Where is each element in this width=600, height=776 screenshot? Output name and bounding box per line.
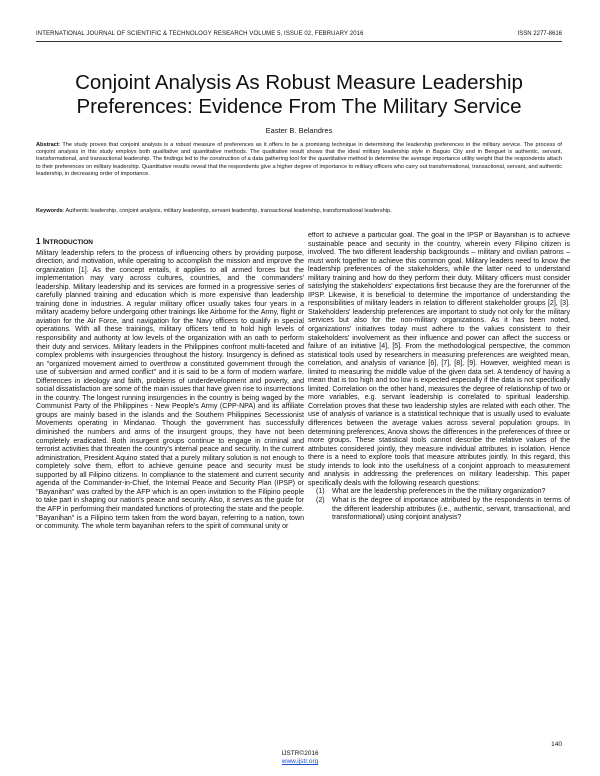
question-text: What is the degree of importance attributed by the respondents in terms of the different leadership attributes (i.e., authentic, servant, transactional, and transformational) using conjoint analysis? xyxy=(332,496,570,522)
page-footer xyxy=(0,750,600,766)
column-left xyxy=(36,238,304,532)
issn-label: ISSN 2277-8616 xyxy=(517,31,562,37)
section-heading-initial: I xyxy=(42,238,45,246)
abstract-text: : The study proves that conjoint analysis is a robust measure of preferences as it offers to be a promising technique in determining the leadership preferences in the military service. The process of conjoint analysis in this study employs both qualitative and quantitative methods. The qualitative result shows that the ideal military leadership style in Baguio City and in Benguet is authentic, servant, transformational, and transactional leadership. The findings led to the construction of a data gathering tool for the quantitative method to determine the average importance utility weight that the respondents attach to their preferences on military leadership. Quantitative results reveal that the respondents give a higher degree of importance to military officers who carry out transformational, transactional, servant, and authentic leadership, in decreasing order of importance. xyxy=(36,142,562,177)
section-number: 1 xyxy=(36,238,41,246)
keywords xyxy=(36,208,562,215)
footer-org: IJSTR©2016 xyxy=(281,750,319,757)
research-question xyxy=(308,497,570,523)
research-questions xyxy=(308,488,570,522)
section-heading xyxy=(36,238,304,248)
author-name: Easter B. Belandres xyxy=(265,126,333,135)
page-number: 140 xyxy=(551,741,562,748)
footer-link[interactable]: www.ijstr.org xyxy=(281,758,319,765)
intro-paragraph-right: effort to achieve a particular goal. The goal in the IPSP or Bayanihan is to achieve sustainable peace and security in the country, wherein every Filipino citizen is involved. The two different leadership backgrounds – military and civilian patrons – must work together to achieve this common goal. Military leaders need to know the leadership preferences of the stakeholders, while the latter need to understand military training and how do they perform their duty. Military officers must consider satisfying the stakeholders' expectations first because they are the forerunner of the IPSP. Likewise, it is beneficial to determine the importance of understanding the responsibilities of military leaders in relation to different stakeholder groups [2], [3]. Stakeholders' leadership preferences are important to study not only for the military services but also for the non-military organizations. As it has been noted, organizations' initiatives today must adhere to the values consistent to their stakeholders' involvement as their influence and power can affect the success or failure of an initiative [4], [5]. From the methodological perspective, the common statistical tools used by researchers in measuring preferences are weighted mean, correlation, and analysis of variance [6], [7], [8], [9]. However, weighted mean is limited to measuring the middle value of the given data set. A tendency of having a mean that is too high and too low is expected especially if the data is not specifically limited. Correlation on the other hand, measures the degree of relationship of two or more variables, e.g. servant leadership is correlated to spiritual leadership. Correlation proves that these two leadership styles are related with each other. The use of analysis of variance is a statistical technique that is usually used to evaluate differences between the average values across several population groups. In determining preferences, Anova shows the differences in the preferences of three or more groups. These statistical tools cannot describe the relative values of the attributes considered jointly, they measure individual attributes in isolation. Hence there is a need to explore tools that measure attributes jointly. In this regard, this study intends to look into the usefulness of a conjoint approach to measurement and analysis in addressing the preferences on military leadership. This paper specifically deals with the following research questions: xyxy=(308,232,570,487)
question-number: (1) xyxy=(316,488,325,496)
keywords-text: : Authentic leadership, conjoint analysis, military leadership, servant leadership, transactional leadership, transformational leadership. xyxy=(62,208,392,214)
journal-header: INTERNATIONAL JOURNAL OF SCIENTIFIC & TECHNOLOGY RESEARCH VOLUME 5, ISSUE 02, FEBRUARY 2016 xyxy=(36,31,364,37)
keywords-label: Keywords xyxy=(36,208,63,214)
research-question xyxy=(308,488,570,497)
abstract xyxy=(36,142,562,178)
question-number: (2) xyxy=(316,496,325,504)
abstract-label: Abstract xyxy=(36,142,59,148)
header-divider xyxy=(36,41,562,42)
question-text: What are the leadership preferences in the the military organization? xyxy=(332,488,546,496)
section-heading-rest: NTRODUCTION xyxy=(44,239,93,246)
column-right xyxy=(308,232,570,523)
paper-title: Conjoint Analysis As Robust Measure Leadership Preferences: Evidence From The Military Service xyxy=(75,70,523,118)
intro-paragraph-left: Military leadership refers to the process of influencing others by providing purpose, direction, and motivation, while operating to accomplish the mission and improve the organization [1]. As the concept entails, it applies to all armed forces but the implementation may vary across cultures, countries, and the commanders' leadership. Military leadership and its services are formed in a progressive series of carefully planned training and education which is more expensive than leadership training done in industries. A regular military officer usually takes four years in a military academy before undergoing other trainings like Airborne for the Army, flight or aviation for the Air Force, and navigation for the Navy officers to qualify in special operations. With all these trainings, military officers tend to hold high levels of responsibility and authority at low levels of the organization with an oath to perform their duty and services. Military leaders in the Philippines confront multi-faceted and complex problems with insurgencies throughout the history. Insurgency is defined as an "organized movement aimed to overthrow a constituted government through the use of subversion and armed conflict" and it is said to be a form of modern warfare. Differences in ideology and faith, problems of underdevelopment and poverty, and social dissatisfaction are some of the main issues that have given rise to insurrections in the country. The longest running insurgencies in the country is being waged by the Communist Party of the Philippines - New People's Army (CPP-NPA) and its affiliate groups are mainly based in the islands and the Southern Philippines Secessionist Movements operating in Mindanao. Though the government has successfully diminished the numbers and arms of the insurgent groups, they have not been completely eradicated. Both insurgent groups continue to engage in criminal and terrorist activities that threaten the country's internal peace and security. In the current administration, President Aquino stated that a purely military solution is not enough to completely solve them, effort to achieve genuine peace and security must be supported by all Filipino citizens. In compliance to the statement and current security agenda of the Commander-in-Chief, the Internal Peace and Security Plan (IPSP) or "Bayanihan" was crafted by the AFP which is an open invitation to the Filipino people to take part in shaping our nation's peace and security. Also, it serves as the guide for the AFP in performing their mandated functions of protecting the state and the people. "Bayanihan" is a Filipino term taken from the word bayan, referring to a nation, town or community. The whole term bayanihan refers to the spirit of communal unity or xyxy=(36,249,304,531)
